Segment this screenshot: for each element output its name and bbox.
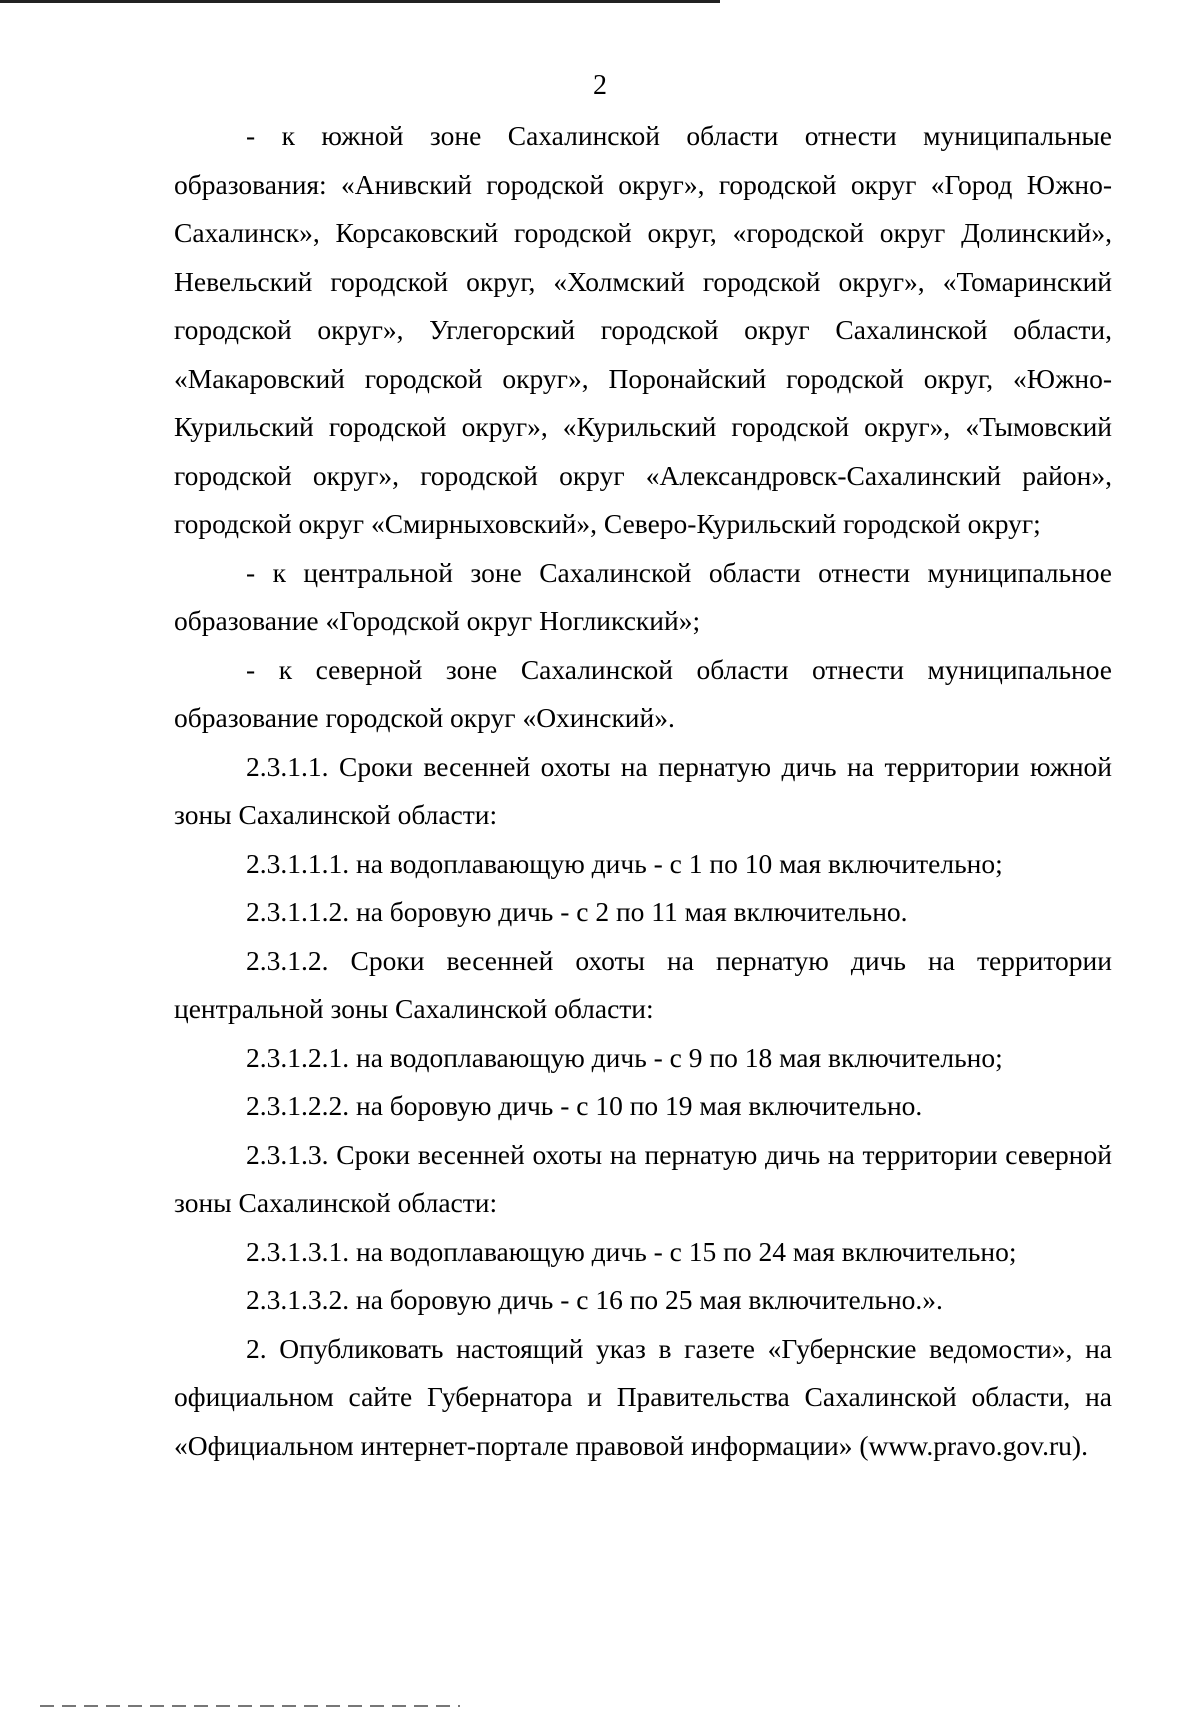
paragraph-2-3-1-3-2: 2.3.1.3.2. на боровую дичь - с 16 по 25 мая включительно.».	[246, 1284, 943, 1315]
paragraph-2-3-1-3: 2.3.1.3. Сроки весенней охоты на пернатую дичь на территории северной зоны Сахалинской области:	[174, 1138, 1112, 1218]
paragraph-2-3-1-3-1: 2.3.1.3.1. на водоплавающую дичь - с 15 по 24 мая включительно;	[246, 1235, 1017, 1267]
paragraph-2-3-1-1: 2.3.1.1. Сроки весенней охоты на пернатую дичь на территории южной зоны Сахалинской области:	[174, 750, 1112, 830]
scan-edge-line	[0, 0, 720, 3]
paragraph-2-3-1-2: 2.3.1.2. Сроки весенней охоты на пернатую дичь на территории центральной зоны Сахалинской области:	[174, 944, 1112, 1024]
paragraph-2-3-1-1-2: 2.3.1.1.2. на боровую дичь - с 2 по 11 мая включительно.	[246, 896, 908, 927]
paragraph-south-zone: - к южной зоне Сахалинской области отнести муниципальные образования: «Анивский городской округ», городской округ «Город Южно-Сахалинск», Корсаковский городской округ, «городской округ Долинский», Невельский городской округ, «Холмский городской округ», «Томаринский городской округ», Углегорский городской округ Сахалинской области, «Макаровский городской округ», Поронайский городской округ, «Южно-Курильский городской округ», «Курильский городской округ», «Тымовский городской округ», городской округ «Александровск-Сахалинский район», городской округ «Смирныховский», Северо-Курильский городской округ;	[174, 120, 1112, 539]
document-body	[174, 112, 1112, 1470]
paragraph-2-3-1-1-1: 2.3.1.1.1. на водоплавающую дичь - с 1 по 10 мая включительно;	[246, 847, 1003, 879]
paragraph-central-zone: - к центральной зоне Сахалинской области отнести муниципальное образование «Городской округ Ногликский»;	[174, 556, 1112, 636]
paragraph-2-3-1-2-1: 2.3.1.2.1. на водоплавающую дичь - с 9 по 18 мая включительно;	[246, 1041, 1003, 1073]
paragraph-north-zone: - к северной зоне Сахалинской области отнести муниципальное образование городской округ «Охинский».	[174, 653, 1112, 733]
paragraph-2-3-1-2-2: 2.3.1.2.2. на боровую дичь - с 10 по 19 мая включительно.	[246, 1090, 923, 1121]
scan-artifact	[40, 1705, 460, 1707]
paragraph-publish: 2. Опубликовать настоящий указ в газете «Губернские ведомости», на официальном сайте Губернатора и Правительства Сахалинской области, на «Официальном интернет-портале правовой информации» (www.pravo.gov.ru).	[174, 1332, 1112, 1461]
page-number: 2	[593, 70, 607, 101]
